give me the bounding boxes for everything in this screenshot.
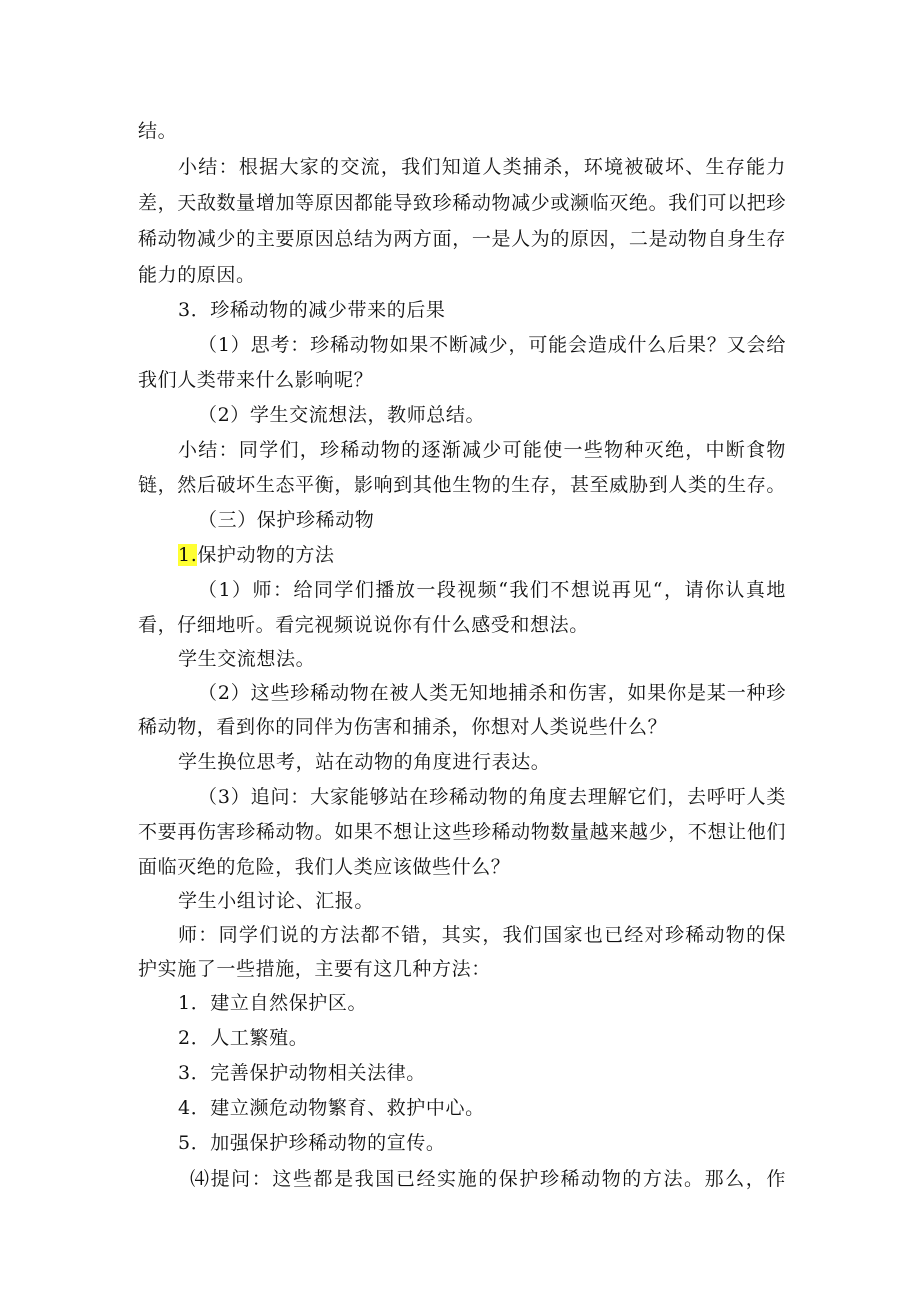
highlight-marker: 1. bbox=[178, 544, 198, 566]
list-item: 2．人工繁殖。 bbox=[178, 1027, 309, 1049]
text-line: 差，天敌数量增加等原因都能导致珍稀动物减少或濒临灭绝。我们可以把珍 bbox=[138, 192, 786, 214]
text-line: 不要再伤害珍稀动物。如果不想让这些珍稀动物数量越来越少，不想让他们 bbox=[138, 821, 786, 843]
text-line: （2）学生交流想法，教师总结。 bbox=[198, 404, 486, 426]
section-heading: 3．珍稀动物的减少带来的后果 bbox=[178, 299, 446, 321]
subsection-heading bbox=[178, 542, 335, 568]
text-line: 学生换位思考，站在动物的角度进行表达。 bbox=[178, 751, 551, 773]
text-line: 我们人类带来什么影响呢？ bbox=[138, 369, 374, 391]
list-item: 1．建立自然保护区。 bbox=[178, 992, 368, 1014]
text-line: （1）思考：珍稀动物如果不断减少，可能会造成什么后果？又会给 bbox=[198, 334, 786, 356]
text-line: 面临灭绝的危险，我们人类应该做些什么？ bbox=[138, 856, 511, 878]
text-line: 护实施了一些措施，主要有这几种方法： bbox=[138, 958, 491, 980]
list-item: 3．完善保护动物相关法律。 bbox=[178, 1062, 426, 1084]
text-line: 学生交流想法。 bbox=[178, 648, 316, 670]
text-line: 看，仔细地听。看完视频说说你有什么感受和想法。 bbox=[138, 614, 589, 636]
subsection-heading-text: 保护动物的方法 bbox=[197, 544, 335, 566]
text-line: 小结：根据大家的交流，我们知道人类捕杀，环境被破坏、生存能力 bbox=[178, 156, 786, 178]
text-line: 链，然后破坏生态平衡，影响到其他生物的生存，甚至威胁到人类的生存。 bbox=[138, 474, 786, 496]
text-line: 小结：同学们，珍稀动物的逐渐减少可能使一些物种灭绝，中断食物 bbox=[178, 439, 786, 461]
text-line: 师：同学们说的方法都不错，其实，我们国家也已经对珍稀动物的保 bbox=[178, 924, 786, 946]
text-line: 能力的原因。 bbox=[138, 264, 256, 286]
text-line: 稀动物，看到你的同伴为伤害和捕杀，你想对人类说些什么？ bbox=[138, 716, 668, 738]
text-line: （2）这些珍稀动物在被人类无知地捕杀和伤害，如果你是某一种珍 bbox=[198, 682, 786, 704]
text-line: 稀动物减少的主要原因总结为两方面，一是人为的原因，二是动物自身生存 bbox=[138, 228, 786, 250]
text-line: 结。 bbox=[138, 120, 178, 142]
list-item: 5．加强保护珍稀动物的宣传。 bbox=[178, 1132, 446, 1154]
section-heading: （三）保护珍稀动物 bbox=[198, 509, 375, 531]
text-line: ⑷提问：这些都是我国已经实施的保护珍稀动物的方法。那么，作 bbox=[190, 1168, 786, 1190]
text-line: （3）追问：大家能够站在珍稀动物的角度去理解它们，去呼吁人类 bbox=[198, 786, 786, 808]
list-item: 4．建立濒危动物繁育、救护中心。 bbox=[178, 1097, 485, 1119]
text-line: 学生小组讨论、汇报。 bbox=[178, 890, 375, 912]
text-line: （1）师：给同学们播放一段视频“我们不想说再见“，请你认真地 bbox=[198, 579, 786, 601]
